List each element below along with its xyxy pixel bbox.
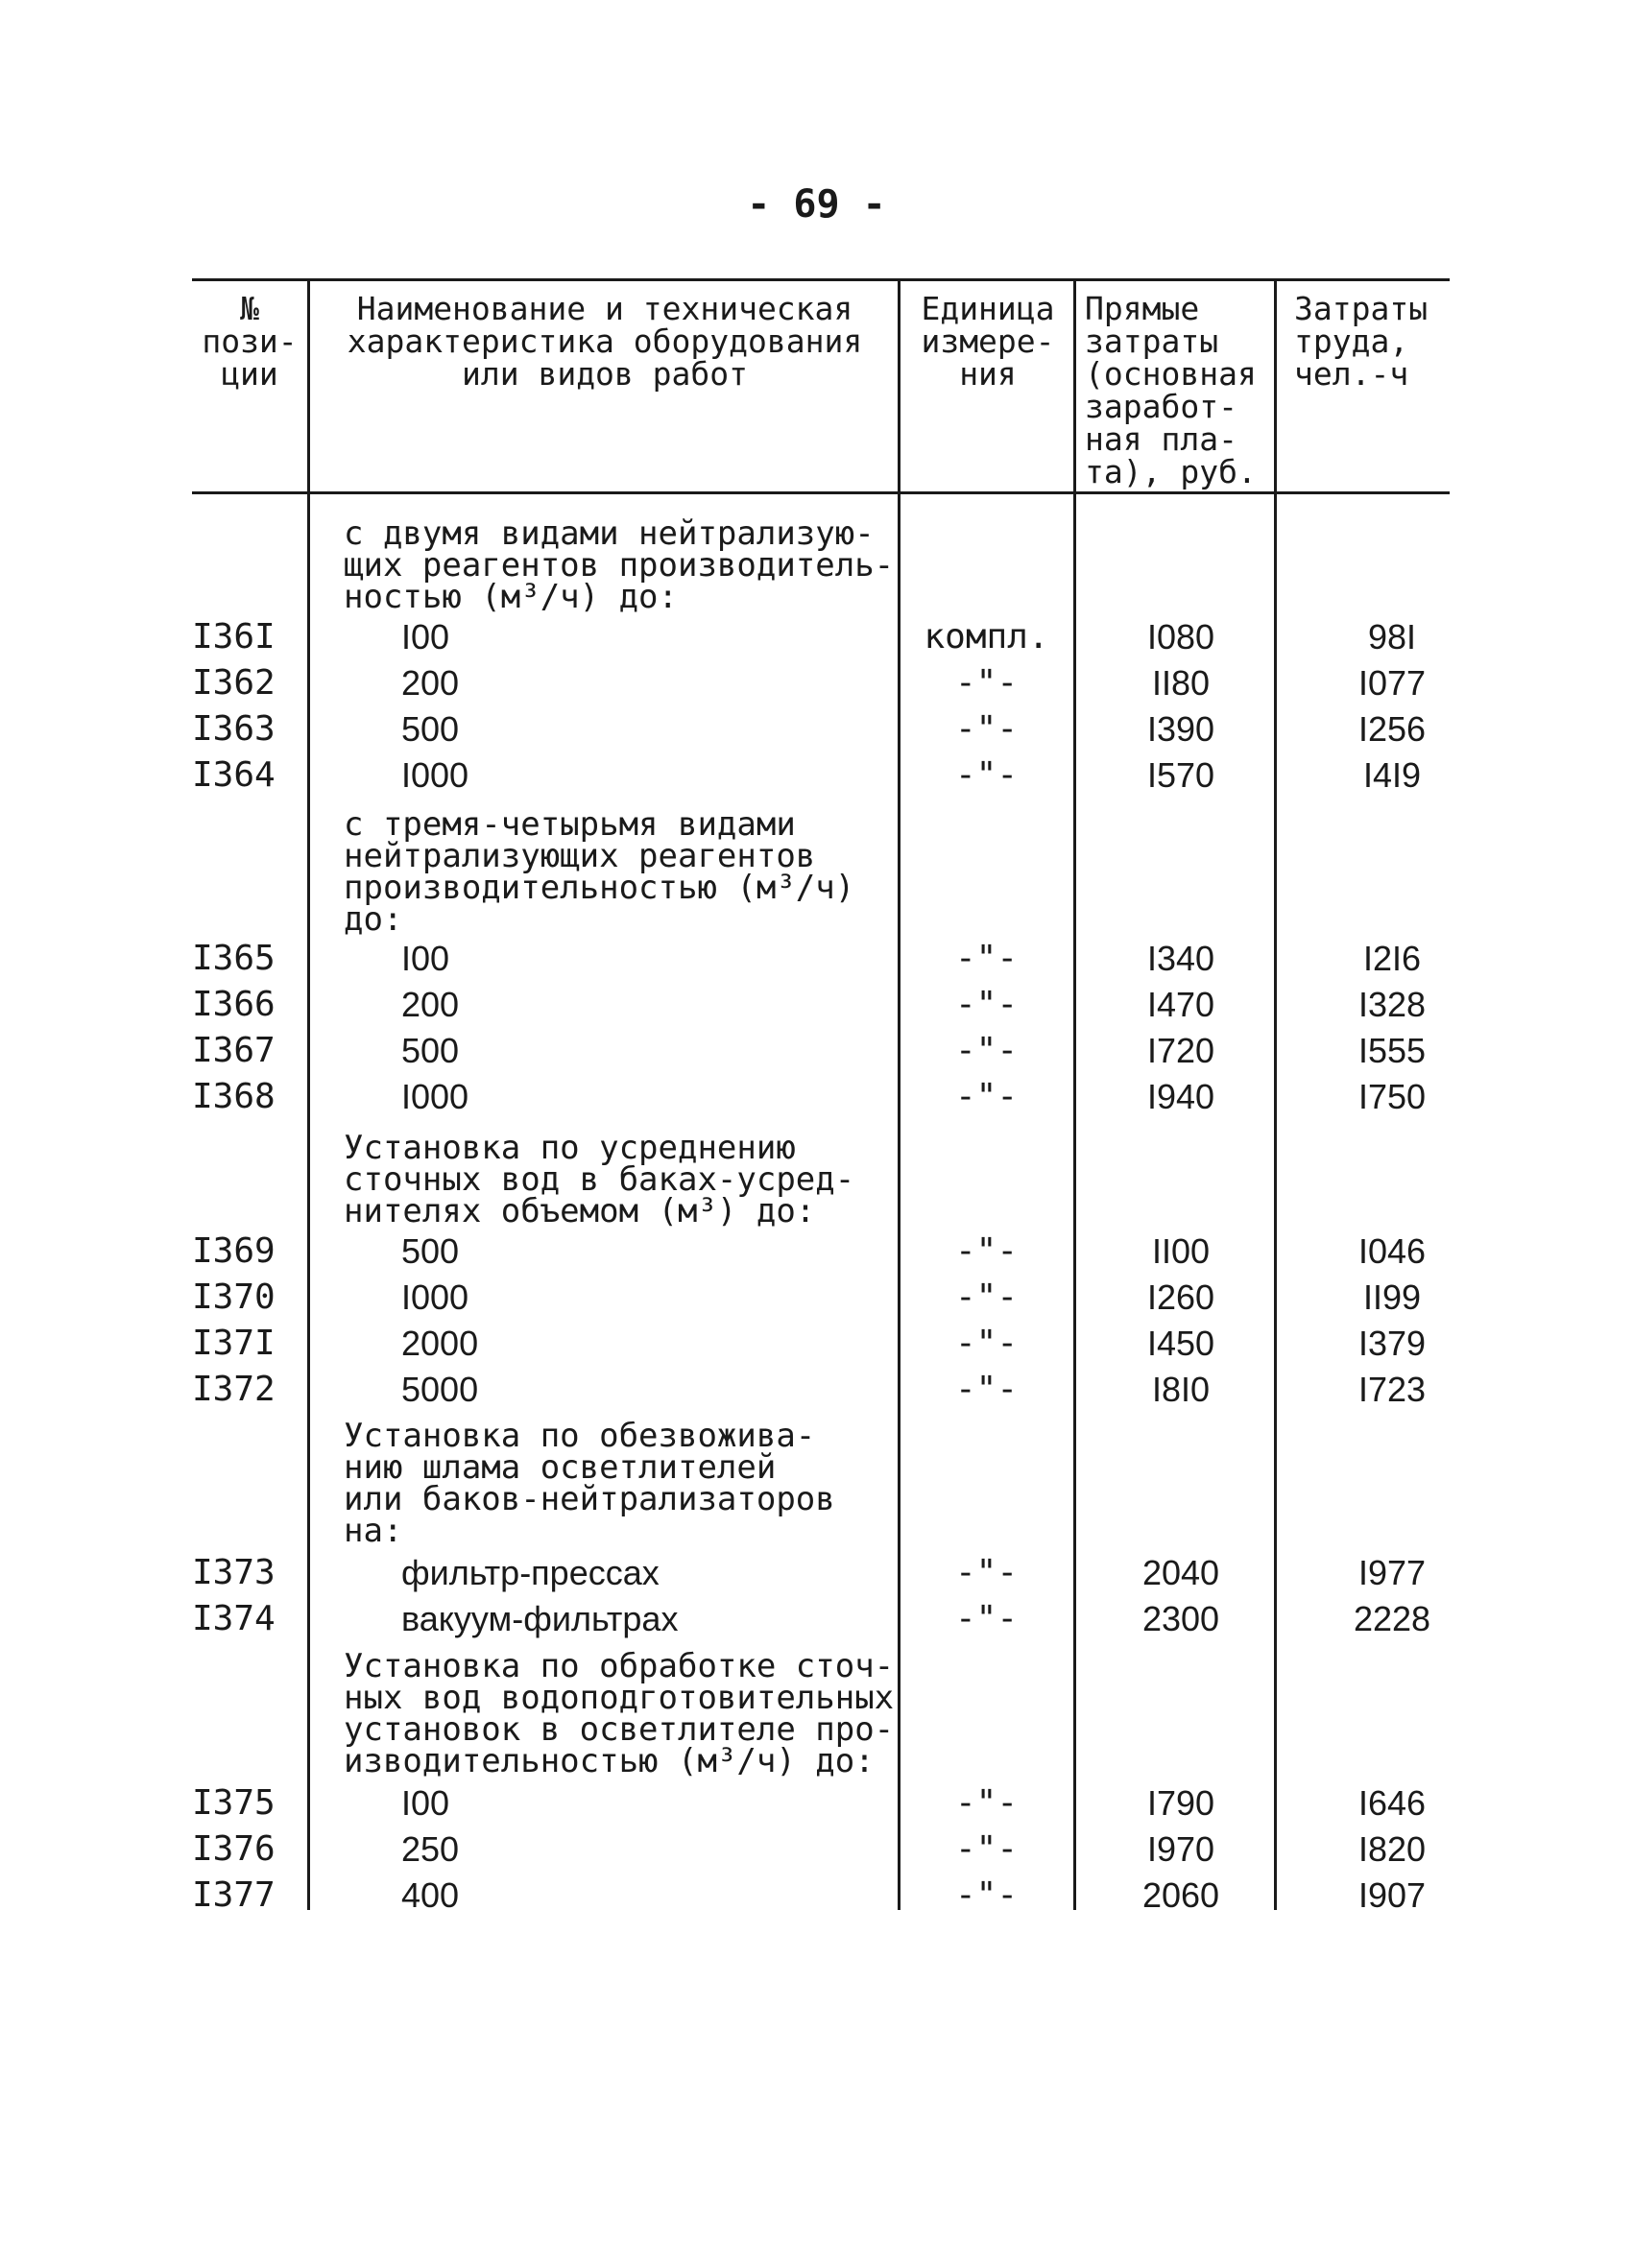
- table-row: [0, 1826, 1633, 1873]
- unit-of-measure: -"-: [954, 709, 1019, 749]
- section-line: Установка по усреднению: [344, 1129, 796, 1167]
- section-line: нителях объемом (м³) до:: [344, 1192, 816, 1230]
- header-line: Прямые: [1085, 290, 1200, 327]
- section-heading: [344, 1417, 891, 1550]
- unit-of-measure: -"-: [954, 1231, 1019, 1271]
- item-value: 500: [401, 1031, 460, 1070]
- header-line: пози-: [202, 322, 298, 360]
- header-line: или видов работ: [461, 355, 748, 393]
- position-number: I362: [192, 663, 276, 703]
- item-value: 250: [401, 1829, 460, 1869]
- item-value: 2000: [401, 1324, 479, 1363]
- table-row: [0, 1321, 1633, 1367]
- labor-cost: I379: [1357, 1324, 1427, 1363]
- labor-cost: I046: [1357, 1231, 1427, 1271]
- table-top-rule: [192, 278, 1450, 281]
- labor-cost: I907: [1357, 1875, 1427, 1915]
- direct-cost: I450: [1146, 1324, 1215, 1363]
- item-value: 200: [401, 663, 460, 703]
- header-line: ции: [221, 355, 278, 393]
- table-row: [0, 1074, 1633, 1120]
- header-line: чел.-ч: [1294, 355, 1409, 393]
- direct-cost: 2300: [1141, 1599, 1220, 1638]
- section-line: или баков-нейтрализаторов: [344, 1480, 835, 1518]
- position-number: I372: [192, 1370, 276, 1409]
- item-value: I00: [401, 617, 450, 657]
- item-value: I00: [401, 1783, 450, 1823]
- table-row: [0, 1550, 1633, 1596]
- section-heading: [344, 805, 891, 939]
- header-line: заработ-: [1085, 388, 1237, 425]
- unit-of-measure: -"-: [954, 939, 1019, 978]
- direct-cost: II00: [1151, 1231, 1211, 1271]
- header-line: №: [240, 290, 259, 327]
- labor-cost: I723: [1357, 1370, 1427, 1409]
- table-row: [0, 1229, 1633, 1275]
- section-line: производительностью (м³/ч): [344, 869, 855, 907]
- unit-of-measure: -"-: [954, 1829, 1019, 1869]
- section-line: сточных вод в баках-усред-: [344, 1160, 855, 1199]
- position-number: I363: [192, 709, 276, 749]
- item-value: фильтр-прессах: [401, 1553, 660, 1592]
- direct-cost: II80: [1151, 663, 1211, 703]
- unit-of-measure: -"-: [954, 1370, 1019, 1409]
- section-line: щих реагентов производитель-: [344, 546, 895, 585]
- direct-cost: I570: [1146, 755, 1215, 795]
- section-line: с двумя видами нейтрализую-: [344, 514, 875, 553]
- unit-of-measure: -"-: [954, 1031, 1019, 1070]
- section-line: Установка по обработке сточ-: [344, 1647, 895, 1685]
- section-line: на:: [344, 1512, 403, 1550]
- table-row: [0, 1028, 1633, 1074]
- labor-cost: I555: [1357, 1031, 1427, 1070]
- header-line: труда,: [1294, 322, 1409, 360]
- header-line: измере-: [921, 322, 1055, 360]
- header-line: ния: [959, 355, 1017, 393]
- position-number: I36I: [192, 617, 276, 657]
- unit-of-measure: -"-: [954, 1783, 1019, 1823]
- section-heading: [344, 1647, 895, 1780]
- labor-cost: I646: [1357, 1783, 1427, 1823]
- table-row: [0, 752, 1633, 799]
- item-value: 5000: [401, 1370, 479, 1409]
- unit-of-measure: -"-: [954, 985, 1019, 1024]
- labor-cost: I750: [1357, 1077, 1427, 1116]
- item-value: I000: [401, 1077, 469, 1116]
- unit-of-measure: -"-: [954, 1599, 1019, 1638]
- direct-cost: I260: [1146, 1277, 1215, 1317]
- section-line: до:: [344, 900, 403, 939]
- unit-of-measure: -"-: [954, 755, 1019, 795]
- header-line: характеристика оборудования: [347, 322, 863, 360]
- header-line: та), руб.: [1085, 453, 1257, 490]
- section-line: изводительностью (м³/ч) до:: [344, 1742, 875, 1780]
- position-number: I37I: [192, 1324, 276, 1363]
- direct-cost: 2040: [1141, 1553, 1220, 1592]
- section-line: установок в осветлителе про-: [344, 1710, 895, 1749]
- unit-of-measure: -"-: [954, 1077, 1019, 1116]
- direct-cost: I940: [1146, 1077, 1215, 1116]
- table-row: [0, 1367, 1633, 1413]
- section-heading: [344, 1129, 891, 1230]
- unit-of-measure: -"-: [954, 1553, 1019, 1592]
- labor-cost: 98I: [1367, 617, 1417, 657]
- unit-of-measure: -"-: [954, 1324, 1019, 1363]
- direct-cost: I8I0: [1151, 1370, 1211, 1409]
- labor-cost: I820: [1357, 1829, 1427, 1869]
- section-line: ностью (м³/ч) до:: [344, 578, 678, 616]
- table-row: [0, 982, 1633, 1028]
- item-value: 500: [401, 1231, 460, 1271]
- direct-cost: I080: [1146, 617, 1215, 657]
- labor-cost: I256: [1357, 709, 1427, 749]
- labor-cost: I328: [1357, 985, 1427, 1024]
- position-number: I370: [192, 1277, 276, 1317]
- item-value: I000: [401, 755, 469, 795]
- item-value: 400: [401, 1875, 460, 1915]
- header-position-number: [192, 290, 307, 393]
- unit-of-measure: компл.: [924, 617, 1049, 657]
- position-number: I365: [192, 939, 276, 978]
- table-row: [0, 936, 1633, 982]
- position-number: I364: [192, 755, 276, 795]
- page-number: - 69 -: [747, 182, 886, 227]
- section-line: с тремя-четырьмя видами: [344, 805, 796, 844]
- position-number: I367: [192, 1031, 276, 1070]
- section-line: нию шлама осветлителей: [344, 1448, 777, 1487]
- table-header-bottom-rule: [192, 491, 1450, 494]
- table-row: [0, 660, 1633, 706]
- labor-cost: I2I6: [1362, 939, 1422, 978]
- position-number: I366: [192, 985, 276, 1024]
- table-row: [0, 1873, 1633, 1919]
- item-value: 200: [401, 985, 460, 1024]
- item-value: I000: [401, 1277, 469, 1317]
- direct-cost: I790: [1146, 1783, 1215, 1823]
- position-number: I375: [192, 1783, 276, 1823]
- header-line: Затраты: [1294, 290, 1429, 327]
- labor-cost: I077: [1357, 663, 1427, 703]
- direct-cost: I470: [1146, 985, 1215, 1024]
- unit-of-measure: -"-: [954, 663, 1019, 703]
- table-row: [0, 1275, 1633, 1321]
- item-value: 500: [401, 709, 460, 749]
- unit-of-measure: -"-: [954, 1277, 1019, 1317]
- direct-cost: I340: [1146, 939, 1215, 978]
- header-line: (основная: [1085, 355, 1257, 393]
- table-row: [0, 1596, 1633, 1642]
- header-direct-costs: [1085, 290, 1272, 490]
- item-value: вакуум-фильтрах: [401, 1599, 679, 1638]
- table-row: [0, 706, 1633, 752]
- labor-cost: II99: [1362, 1277, 1422, 1317]
- labor-cost: I4I9: [1362, 755, 1422, 795]
- labor-cost: I977: [1357, 1553, 1427, 1592]
- direct-cost: I720: [1146, 1031, 1215, 1070]
- direct-cost: I970: [1146, 1829, 1215, 1869]
- section-line: Установка по обезвожива-: [344, 1417, 816, 1455]
- position-number: I368: [192, 1077, 276, 1116]
- section-line: ных вод водоподготовительных: [344, 1679, 895, 1717]
- direct-cost: 2060: [1141, 1875, 1220, 1915]
- header-labor-costs: [1294, 290, 1457, 393]
- position-number: I376: [192, 1829, 276, 1869]
- unit-of-measure: -"-: [954, 1875, 1019, 1915]
- position-number: I374: [192, 1599, 276, 1638]
- header-line: затраты: [1085, 322, 1219, 360]
- header-line: Единица: [921, 290, 1055, 327]
- position-number: I369: [192, 1231, 276, 1271]
- table-row: [0, 1780, 1633, 1826]
- header-item-name: [312, 290, 898, 393]
- header-line: Наименование и техническая: [356, 290, 853, 327]
- labor-cost: 2228: [1353, 1599, 1431, 1638]
- position-number: I377: [192, 1875, 276, 1915]
- position-number: I373: [192, 1553, 276, 1592]
- section-heading: [344, 514, 895, 616]
- header-unit: [902, 290, 1073, 393]
- section-line: нейтрализующих реагентов: [344, 837, 816, 875]
- direct-cost: I390: [1146, 709, 1215, 749]
- header-line: ная пла-: [1085, 420, 1237, 458]
- table-row: [0, 614, 1633, 660]
- item-value: I00: [401, 939, 450, 978]
